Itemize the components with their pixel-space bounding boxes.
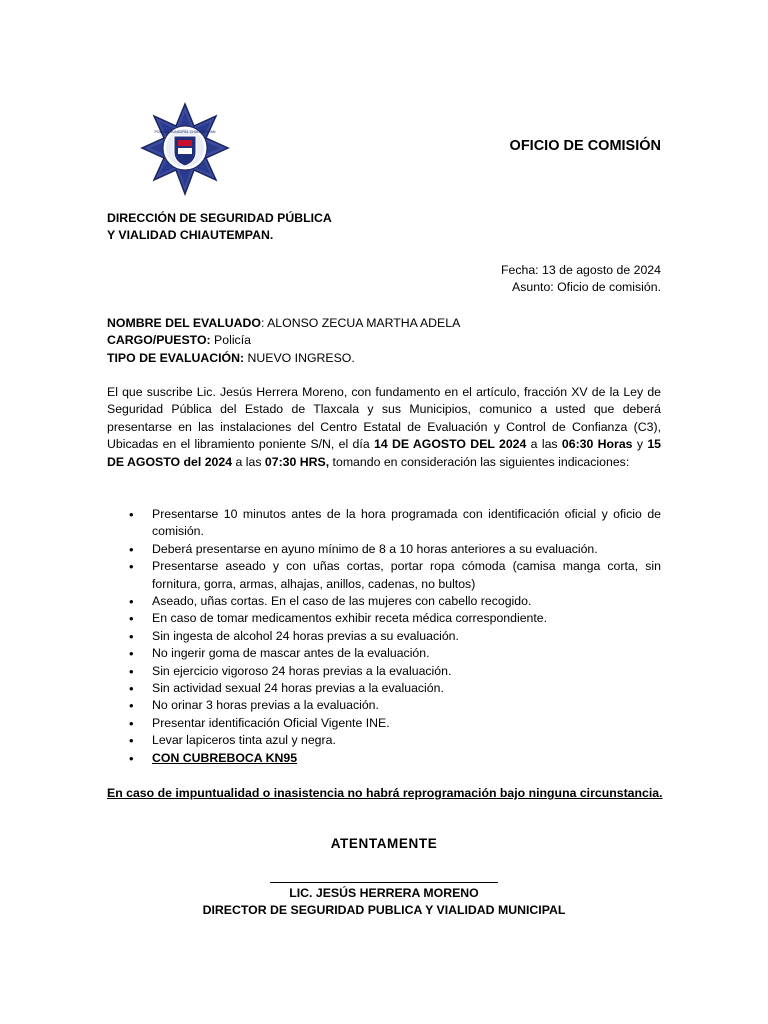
bullet-icon: • — [129, 681, 134, 697]
bullet-icon: • — [129, 559, 134, 575]
tipo-row — [107, 350, 460, 367]
indicacion-text: Deberá presentarse en ayuno mínimo de 8 a 10 horas anteriores a su evaluación. — [152, 541, 598, 556]
department-line-1: DIRECCIÓN DE SEGURIDAD PÚBLICA — [107, 211, 332, 225]
indicacion-item — [107, 628, 661, 645]
indicacion-item — [107, 593, 661, 610]
body-time-2: 07:30 HRS, — [264, 454, 330, 469]
indicacion-text: Presentarse aseado y con uñas cortas, portar ropa cómoda (camisa manga corta, sin fornitura, gorra, armas, alhajas, anillos, cadenas, no bultos) — [152, 559, 661, 591]
fecha: Fecha: 13 de agosto de 2024 — [501, 263, 661, 277]
police-star-badge-icon — [140, 102, 230, 196]
indicacion-item — [107, 732, 661, 749]
signer-name: LIC. JESÚS HERRERA MORENO — [289, 886, 479, 900]
indicacion-text: CON CUBREBOCA KN95 — [152, 750, 298, 765]
bullet-icon: • — [129, 628, 134, 644]
evaluado-info — [107, 315, 460, 367]
indicacion-text: En caso de tomar medicamentos exhibir receta médica correspondiente. — [152, 611, 548, 626]
bullet-icon: • — [129, 646, 134, 662]
document-title: OFICIO DE COMISIÓN — [509, 138, 661, 154]
indicacion-text: No orinar 3 horas previas a la evaluación. — [152, 698, 379, 713]
body-text-3: y — [632, 437, 648, 452]
bullet-icon: • — [129, 733, 134, 749]
department-heading — [107, 210, 332, 245]
document-meta — [501, 262, 661, 297]
bullet-icon: • — [129, 698, 134, 714]
indicacion-item — [107, 663, 661, 680]
nombre-value: : ALONSO ZECUA MARTHA ADELA — [260, 316, 461, 330]
bullet-icon: • — [129, 750, 134, 766]
bullet-icon: • — [129, 715, 134, 731]
cargo-value: Policía — [210, 333, 251, 348]
indicacion-text: Aseado, uñas cortas. En el caso de las mujeres con cabello recogido. — [152, 594, 532, 609]
indicaciones-list — [107, 506, 661, 767]
indicacion-text: No ingerir goma de mascar antes de la evaluación. — [152, 646, 430, 661]
indicacion-text: Presentar identificación Oficial Vigente INE. — [152, 715, 390, 730]
indicacion-item — [107, 680, 661, 697]
department-line-2: Y VIALIDAD CHIAUTEMPAN. — [107, 228, 274, 243]
bullet-icon: • — [129, 594, 134, 610]
indicacion-text: Sin ingesta de alcohol 24 horas previas a su evaluación. — [152, 628, 459, 643]
closing-text: ATENTAMENTE — [330, 836, 438, 851]
body-date-1: 14 DE AGOSTO DEL 2024 — [373, 437, 527, 452]
body-date-2: 15 DE AGOSTO del 2024 — [107, 437, 662, 469]
indicacion-item — [107, 645, 661, 662]
signature-line — [270, 882, 498, 883]
bullet-icon: • — [129, 611, 134, 627]
indicacion-item — [107, 697, 661, 714]
indicacion-text: Presentarse 10 minutos antes de la hora programada con identificación oficial y oficio de comisión. — [152, 507, 661, 539]
body-text-4: a las — [232, 454, 265, 469]
body-text-5: tomando en consideración las siguientes indicaciones: — [329, 454, 630, 469]
signer-title: DIRECTOR DE SEGURIDAD PUBLICA Y VIALIDAD MUNICIPAL — [202, 903, 566, 918]
body-paragraph — [107, 384, 661, 471]
indicacion-item — [107, 715, 661, 732]
asunto: Asunto: Oficio de comisión. — [512, 280, 661, 295]
indicacion-item — [107, 506, 661, 541]
body-text-1: El que suscribe Lic. Jesús Herrera Moreno, con fundamento en el artículo, fracción XV de la Ley de Seguridad Pública del Estado de Tlaxcala y sus Municipios, comunico a usted que deberá presentarse en las instalaciones del Centro Estatal de Evaluación y Control de Confianza (C3), Ubicadas en el libramiento poniente S/N, el día — [107, 385, 661, 452]
indicacion-item — [107, 750, 661, 767]
indicacion-item — [107, 541, 661, 558]
nombre-row — [107, 315, 460, 332]
logo-text: POLICÍA MUNICIPAL CHIAUTEMPAN — [154, 130, 216, 134]
tipo-value: NUEVO INGRESO. — [244, 350, 355, 365]
bullet-icon: • — [129, 663, 134, 679]
indicacion-text: Sin actividad sexual 24 horas previas a la evaluación. — [152, 681, 444, 696]
indicacion-item — [107, 558, 661, 593]
signer-block — [0, 885, 768, 920]
cargo-label: CARGO/PUESTO: — [107, 333, 211, 348]
body-time-1: 06:30 Horas — [561, 437, 633, 452]
bullet-icon: • — [129, 507, 134, 522]
body-text-2: a las — [526, 437, 562, 452]
indicacion-text: Levar lapiceros tinta azul y negra. — [152, 733, 336, 748]
indicacion-text: Sin ejercicio vigoroso 24 horas previas a la evaluación. — [152, 663, 452, 678]
nombre-label: NOMBRE DEL EVALUADO — [107, 316, 261, 330]
bullet-icon: • — [129, 541, 134, 557]
cargo-row — [107, 332, 460, 349]
warning-note: En caso de impuntualidad o inasistencia no habrá reprogramación bajo ninguna circunstancia. — [107, 786, 663, 800]
tipo-label: TIPO DE EVALUACIÓN: — [107, 350, 245, 365]
indicacion-item — [107, 610, 661, 627]
